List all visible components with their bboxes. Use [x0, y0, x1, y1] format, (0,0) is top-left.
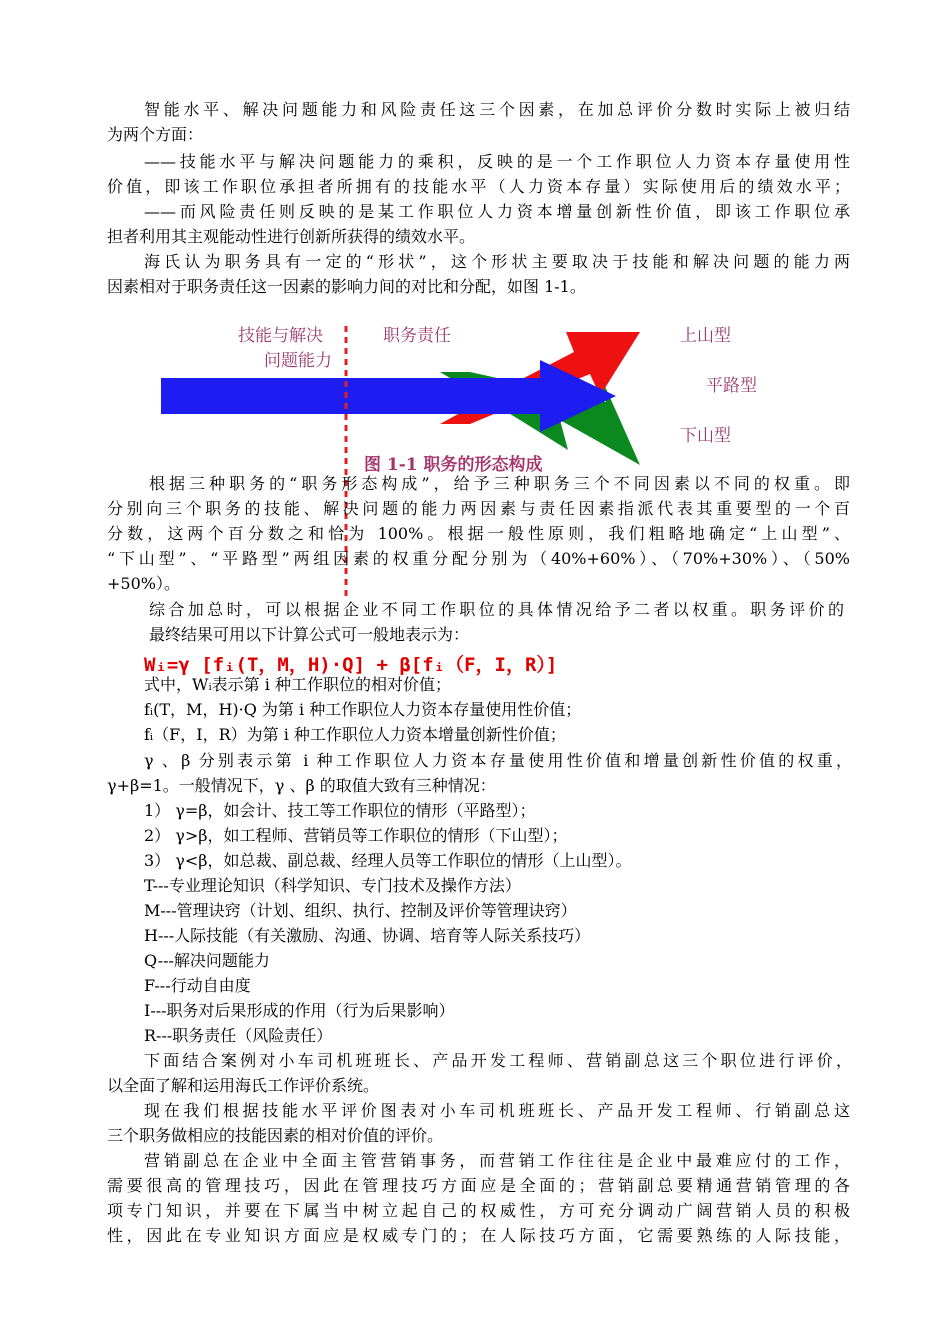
text-line: 3） γ<β，如总裁、副总裁、经理人员等工作职位的情形（上山型）。	[144, 851, 632, 870]
skill-label-line1: 技能与解决	[238, 326, 323, 346]
text-line: 根据三种职务的“职务形态构成”，给予三种职务三个不同因素以不同的权重。即	[149, 474, 850, 493]
text-line: ——技能水平与解决问题能力的乘积，反映的是一个工作职位人力资本存量使用性	[144, 152, 850, 171]
text-line: F---行动自由度	[144, 976, 251, 995]
text-line: γ+β=1。一般情况下，γ 、β 的取值大致有三种情况：	[107, 776, 496, 795]
text-line: 1） γ=β，如会计、技工等工作职位的情形（平路型）；	[144, 801, 536, 820]
text-line: T---专业理论知识（科学知识、专门技术及操作方法）	[144, 876, 521, 895]
text-line: γ 、β 分别表示第 i 种工作职位人力资本存量使用性价值和增量创新性价值的权重，	[144, 751, 852, 770]
text-line: 现在我们根据技能水平评价图表对小车司机班班长、产品开发工程师、行销副总这	[144, 1101, 850, 1120]
text-line: “下山型”、“平路型”两组因素的权重分配分别为（40%+60%）、（70%+30%）、（50%	[107, 549, 850, 568]
text-line: Q---解决问题能力	[144, 951, 270, 970]
text-line: 为两个方面：	[107, 125, 204, 144]
text-line: 项专门知识，并要在下属当中树立起自己的权威性，方可充分调动广阔营销人员的积极	[107, 1201, 850, 1220]
text-line: 式中，Wᵢ表示第 i 种工作职位的相对价值；	[144, 675, 451, 694]
responsibility-label: 职务责任	[383, 326, 451, 346]
text-line: 担者利用其主观能动性进行创新所获得的绩效水平。	[107, 227, 476, 246]
skill-label-line2: 问题能力	[264, 351, 332, 371]
text-line: 以全面了解和运用海氏工作评价系统。	[107, 1076, 380, 1095]
text-line: I---职务对后果形成的作用（行为后果影响）	[144, 1001, 455, 1020]
uphill-label: 上山型	[680, 326, 731, 346]
text-line: ——而风险责任则反映的是某工作职位人力资本增量创新性价值，即该工作职位承	[144, 202, 850, 221]
text-line: 最终结果可用以下计算公式可一般地表示为：	[149, 625, 470, 644]
text-line: 因素相对于职务责任这一因素的影响力间的对比和分配，如图 1-1。	[107, 277, 586, 296]
text-line: 海氏认为职务具有一定的“形状”，这个形状主要取决于技能和解决问题的能力两	[144, 252, 850, 271]
main-arrow	[161, 360, 616, 432]
text-line: M---管理诀窍（计划、组织、执行、控制及评价等管理诀窍）	[144, 901, 577, 920]
text-line: R---职务责任（风险责任）	[144, 1026, 333, 1045]
text-line: 分数，这两个百分数之和恰为 100%。根据一般性原则，我们粗略地确定“上山型”、	[107, 524, 850, 543]
text-line: 价值，即该工作职位承担者所拥有的技能水平（人力资本存量）实际使用后的绩效水平；	[107, 177, 850, 196]
text-line: fᵢ(T，M，H)·Q 为第 i 种工作职位人力资本存量使用性价值；	[144, 700, 582, 719]
flat-label: 平路型	[706, 376, 757, 396]
text-line: 营销副总在企业中全面主管营销事务，而营销工作往往是企业中最难应付的工作，	[144, 1151, 850, 1170]
text-line: 智能水平、解决问题能力和风险责任这三个因素，在加总评价分数时实际上被归结	[144, 100, 850, 119]
text-line: 三个职务做相应的技能因素的相对价值的评价。	[107, 1126, 444, 1145]
text-line: H---人际技能（有关激励、沟通、协调、培育等人际关系技巧）	[144, 926, 591, 945]
text-line: 需要很高的管理技巧，因此在管理技巧方面应是全面的；营销副总要精通营销管理的各	[107, 1176, 850, 1195]
text-line: 性，因此在专业知识方面应是权威专门的；在人际技巧方面，它需要熟练的人际技能，	[107, 1226, 850, 1245]
figure-caption: 图 1-1 职务的形态构成	[364, 455, 543, 475]
text-line: fᵢ（F，I，R）为第 i 种工作职位人力资本增量创新性价值；	[144, 725, 566, 744]
text-line: 综合加总时，可以根据企业不同工作职位的具体情况给予二者以权重。职务评价的	[149, 600, 844, 619]
downhill-label: 下山型	[680, 426, 731, 446]
evaluation-formula: Wᵢ=γ [fᵢ(T，M，H)·Q] + β[fᵢ（F，I，R）]	[144, 654, 558, 676]
text-line: 分别向三个职务的技能、解决问题的能力两因素与责任因素指派代表其重要型的一个百	[107, 499, 850, 518]
text-line: 下面结合案例对小车司机班班长、产品开发工程师、营销副总这三个职位进行评价，	[144, 1051, 852, 1070]
text-line: 2） γ>β，如工程师、营销员等工作职位的情形（下山型）；	[144, 826, 568, 845]
text-line: +50%）。	[107, 574, 180, 593]
